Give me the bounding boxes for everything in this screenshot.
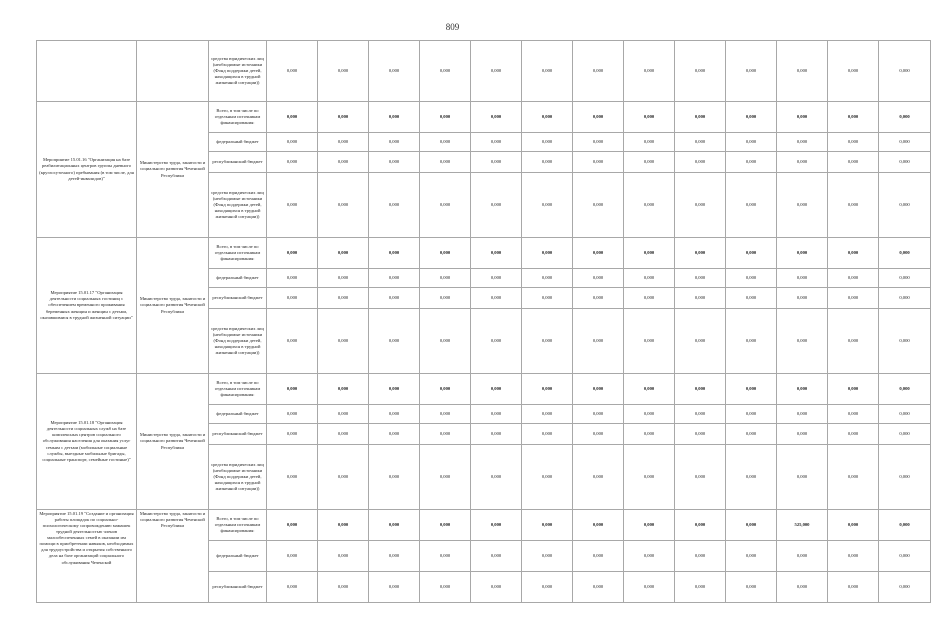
value-cell: 0,000 bbox=[471, 102, 522, 133]
value-cell: 0,000 bbox=[522, 405, 573, 424]
value-cell: 0,000 bbox=[267, 445, 318, 510]
value-cell: 0,000 bbox=[879, 445, 931, 510]
value-cell: 0,000 bbox=[675, 152, 726, 173]
source-republic: республиканский бюджет bbox=[209, 152, 267, 173]
value-cell: 0,000 bbox=[420, 405, 471, 424]
value-cell: 0,000 bbox=[828, 374, 879, 405]
value-cell: 0,000 bbox=[471, 288, 522, 309]
value-cell: 0,000 bbox=[369, 173, 420, 238]
value-cell: 0,000 bbox=[522, 541, 573, 572]
value-cell: 0,000 bbox=[573, 238, 624, 269]
value-cell: 0,000 bbox=[573, 269, 624, 288]
table-row-total bbox=[37, 102, 931, 133]
value-cell: 0,000 bbox=[420, 374, 471, 405]
value-cell: 0,000 bbox=[267, 133, 318, 152]
value-cell: 0,000 bbox=[420, 288, 471, 309]
value-cell: 0,000 bbox=[726, 572, 777, 603]
value-cell: 0,000 bbox=[369, 152, 420, 173]
value-cell: 0,000 bbox=[471, 405, 522, 424]
value-cell: 0,000 bbox=[522, 102, 573, 133]
value-cell: 0,000 bbox=[522, 374, 573, 405]
value-cell: 0,000 bbox=[318, 572, 369, 603]
value-cell: 0,000 bbox=[828, 424, 879, 445]
value-cell: 0,000 bbox=[318, 152, 369, 173]
value-cell: 0,000 bbox=[675, 405, 726, 424]
value-cell: 0,000 bbox=[522, 152, 573, 173]
value-cell: 0,000 bbox=[828, 102, 879, 133]
value-cell: 0,000 bbox=[828, 238, 879, 269]
value-cell: 0,000 bbox=[624, 133, 675, 152]
value-cell: 0,000 bbox=[879, 173, 931, 238]
value-cell: 0,000 bbox=[369, 541, 420, 572]
value-cell: 0,000 bbox=[777, 541, 828, 572]
value-cell: 0,000 bbox=[267, 510, 318, 541]
table-row-total bbox=[37, 238, 931, 269]
source-total: Всего, в том числе по отдельным источникам финансирования: bbox=[209, 374, 267, 405]
executor-cell bbox=[137, 41, 209, 102]
value-cell: 0,000 bbox=[624, 374, 675, 405]
value-cell: 0,000 bbox=[318, 41, 369, 102]
value-cell: 0,000 bbox=[726, 133, 777, 152]
value-cell: 0,000 bbox=[522, 424, 573, 445]
value-cell: 0,000 bbox=[420, 510, 471, 541]
value-cell: 0,000 bbox=[624, 309, 675, 374]
source-federal: федеральный бюджет bbox=[209, 133, 267, 152]
value-cell: 0,000 bbox=[318, 288, 369, 309]
value-cell: 0,000 bbox=[624, 510, 675, 541]
value-cell: 0,000 bbox=[675, 374, 726, 405]
value-cell: 0,000 bbox=[879, 288, 931, 309]
value-cell: 0,000 bbox=[726, 288, 777, 309]
value-cell: 0,000 bbox=[420, 572, 471, 603]
value-cell: 0,000 bbox=[267, 269, 318, 288]
value-cell: 0,000 bbox=[879, 152, 931, 173]
value-cell: 525,000 bbox=[777, 510, 828, 541]
value-cell: 0,000 bbox=[675, 238, 726, 269]
source-legal: средства юридических лиц (необходимые источники (Фонд поддержки детей, находящихся в трудной жизненной ситуации)) bbox=[209, 309, 267, 374]
value-cell: 0,000 bbox=[471, 133, 522, 152]
value-cell: 0,000 bbox=[420, 424, 471, 445]
value-cell: 0,000 bbox=[369, 445, 420, 510]
value-cell: 0,000 bbox=[420, 41, 471, 102]
value-cell: 0,000 bbox=[675, 541, 726, 572]
table-row-total bbox=[37, 510, 931, 541]
value-cell: 0,000 bbox=[624, 572, 675, 603]
value-cell: 0,000 bbox=[675, 309, 726, 374]
value-cell: 0,000 bbox=[879, 41, 931, 102]
value-cell: 0,000 bbox=[726, 424, 777, 445]
value-cell: 0,000 bbox=[267, 288, 318, 309]
value-cell: 0,000 bbox=[369, 102, 420, 133]
value-cell: 0,000 bbox=[777, 445, 828, 510]
event-cell: Мероприятие 15.01.19 "Создание и организация работы площадок по социально-психологическому сопровождению мамашек трудной деятельностью членов малообеспеченных семей в оказании им помощи в приобретении навыков, необходимых для трудоустройства и открытия собственного дела на базе организаций социального обслуживания Чеченской bbox=[37, 510, 137, 603]
value-cell: 0,000 bbox=[777, 309, 828, 374]
value-cell: 0,000 bbox=[267, 405, 318, 424]
value-cell: 0,000 bbox=[726, 41, 777, 102]
value-cell: 0,000 bbox=[828, 572, 879, 603]
value-cell: 0,000 bbox=[573, 173, 624, 238]
event-cell bbox=[37, 41, 137, 102]
value-cell: 0,000 bbox=[471, 152, 522, 173]
table-body bbox=[37, 41, 931, 603]
value-cell: 0,000 bbox=[777, 269, 828, 288]
source-total: Всего, в том числе по отдельным источникам финансирования: bbox=[209, 510, 267, 541]
value-cell: 0,000 bbox=[777, 238, 828, 269]
value-cell: 0,000 bbox=[726, 309, 777, 374]
value-cell: 0,000 bbox=[573, 133, 624, 152]
value-cell: 0,000 bbox=[318, 238, 369, 269]
value-cell: 0,000 bbox=[420, 309, 471, 374]
value-cell: 0,000 bbox=[522, 510, 573, 541]
value-cell: 0,000 bbox=[420, 173, 471, 238]
value-cell: 0,000 bbox=[624, 238, 675, 269]
value-cell: 0,000 bbox=[318, 309, 369, 374]
source-federal: федеральный бюджет bbox=[209, 269, 267, 288]
value-cell: 0,000 bbox=[267, 152, 318, 173]
value-cell: 0,000 bbox=[777, 41, 828, 102]
value-cell: 0,000 bbox=[318, 374, 369, 405]
value-cell: 0,000 bbox=[522, 445, 573, 510]
source-legal: средства юридических лиц (необходимые источники (Фонд поддержки детей, находящихся в трудной жизненной ситуации)) bbox=[209, 173, 267, 238]
value-cell: 0,000 bbox=[726, 269, 777, 288]
value-cell: 0,000 bbox=[624, 173, 675, 238]
value-cell: 0,000 bbox=[318, 445, 369, 510]
value-cell: 0,000 bbox=[522, 238, 573, 269]
value-cell: 0,000 bbox=[624, 269, 675, 288]
value-cell: 0,000 bbox=[522, 269, 573, 288]
value-cell: 0,000 bbox=[318, 424, 369, 445]
value-cell: 0,000 bbox=[573, 152, 624, 173]
value-cell: 0,000 bbox=[522, 309, 573, 374]
value-cell: 0,000 bbox=[522, 173, 573, 238]
value-cell: 0,000 bbox=[624, 405, 675, 424]
value-cell: 0,000 bbox=[777, 173, 828, 238]
value-cell: 0,000 bbox=[726, 541, 777, 572]
value-cell: 0,000 bbox=[675, 269, 726, 288]
value-cell: 0,000 bbox=[879, 269, 931, 288]
value-cell: 0,000 bbox=[573, 102, 624, 133]
budget-table bbox=[36, 40, 931, 603]
executor-cell: Министерство труда, занятости и социального развития Чеченской Республики bbox=[137, 102, 209, 238]
value-cell: 0,000 bbox=[777, 288, 828, 309]
value-cell: 0,000 bbox=[624, 541, 675, 572]
value-cell: 0,000 bbox=[420, 541, 471, 572]
value-cell: 0,000 bbox=[828, 309, 879, 374]
value-cell: 0,000 bbox=[828, 445, 879, 510]
value-cell: 0,000 bbox=[879, 374, 931, 405]
value-cell: 0,000 bbox=[471, 41, 522, 102]
executor-cell: Министерство труда, занятости и социального развития Чеченской Республики bbox=[137, 510, 209, 603]
source-total: Всего, в том числе по отдельным источникам финансирования: bbox=[209, 238, 267, 269]
value-cell: 0,000 bbox=[318, 102, 369, 133]
value-cell: 0,000 bbox=[879, 309, 931, 374]
value-cell: 0,000 bbox=[828, 41, 879, 102]
value-cell: 0,000 bbox=[267, 173, 318, 238]
value-cell: 0,000 bbox=[318, 133, 369, 152]
value-cell: 0,000 bbox=[267, 238, 318, 269]
value-cell: 0,000 bbox=[624, 445, 675, 510]
event-cell: Мероприятие 15.01.18 "Организация деятельности социальных служб на базе комплексных центров социального обслуживания населения для оказания услуг семьям с детьми (мобильные социальные службы, выездные мобильные бригады, социальные транспорт, семейные гостиные)" bbox=[37, 374, 137, 510]
value-cell: 0,000 bbox=[777, 152, 828, 173]
event-cell: Мероприятие 15.01.17 "Организация деятельности социальных гостиниц с обеспечением временного проживания беременных женщин и женщин с детьми, оказавшимися в трудной жизненной ситуации" bbox=[37, 238, 137, 374]
value-cell: 0,000 bbox=[675, 510, 726, 541]
source-total: Всего, в том числе по отдельным источникам финансирования: bbox=[209, 102, 267, 133]
value-cell: 0,000 bbox=[267, 541, 318, 572]
value-cell: 0,000 bbox=[318, 173, 369, 238]
value-cell: 0,000 bbox=[726, 374, 777, 405]
value-cell: 0,000 bbox=[267, 424, 318, 445]
value-cell: 0,000 bbox=[420, 238, 471, 269]
value-cell: 0,000 bbox=[267, 374, 318, 405]
value-cell: 0,000 bbox=[828, 133, 879, 152]
value-cell: 0,000 bbox=[471, 424, 522, 445]
value-cell: 0,000 bbox=[777, 405, 828, 424]
page-number: 809 bbox=[445, 22, 460, 32]
value-cell: 0,000 bbox=[369, 238, 420, 269]
value-cell: 0,000 bbox=[369, 374, 420, 405]
value-cell: 0,000 bbox=[675, 572, 726, 603]
value-cell: 0,000 bbox=[777, 374, 828, 405]
value-cell: 0,000 bbox=[369, 41, 420, 102]
value-cell: 0,000 bbox=[879, 238, 931, 269]
value-cell: 0,000 bbox=[777, 133, 828, 152]
value-cell: 0,000 bbox=[624, 424, 675, 445]
source-federal: федеральный бюджет bbox=[209, 541, 267, 572]
value-cell: 0,000 bbox=[369, 510, 420, 541]
value-cell: 0,000 bbox=[828, 510, 879, 541]
value-cell: 0,000 bbox=[624, 102, 675, 133]
value-cell: 0,000 bbox=[522, 288, 573, 309]
value-cell: 0,000 bbox=[675, 41, 726, 102]
value-cell: 0,000 bbox=[318, 541, 369, 572]
value-cell: 0,000 bbox=[471, 541, 522, 572]
value-cell: 0,000 bbox=[573, 41, 624, 102]
value-cell: 0,000 bbox=[369, 269, 420, 288]
source-republic: республиканский бюджет bbox=[209, 424, 267, 445]
value-cell: 0,000 bbox=[573, 405, 624, 424]
value-cell: 0,000 bbox=[675, 173, 726, 238]
value-cell: 0,000 bbox=[828, 173, 879, 238]
value-cell: 0,000 bbox=[471, 309, 522, 374]
value-cell: 0,000 bbox=[420, 445, 471, 510]
value-cell: 0,000 bbox=[726, 510, 777, 541]
value-cell: 0,000 bbox=[726, 173, 777, 238]
value-cell: 0,000 bbox=[879, 133, 931, 152]
executor-cell: Министерство труда, занятости и социального развития Чеченской Республики bbox=[137, 374, 209, 510]
value-cell: 0,000 bbox=[420, 152, 471, 173]
value-cell: 0,000 bbox=[828, 152, 879, 173]
value-cell: 0,000 bbox=[624, 288, 675, 309]
value-cell: 0,000 bbox=[573, 288, 624, 309]
value-cell: 0,000 bbox=[777, 572, 828, 603]
value-cell: 0,000 bbox=[726, 152, 777, 173]
value-cell: 0,000 bbox=[471, 510, 522, 541]
value-cell: 0,000 bbox=[573, 572, 624, 603]
value-cell: 0,000 bbox=[369, 572, 420, 603]
table-row-total bbox=[37, 374, 931, 405]
source-republic: республиканский бюджет bbox=[209, 288, 267, 309]
value-cell: 0,000 bbox=[675, 445, 726, 510]
value-cell: 0,000 bbox=[420, 269, 471, 288]
table-row bbox=[37, 41, 931, 102]
value-cell: 0,000 bbox=[318, 510, 369, 541]
value-cell: 0,000 bbox=[369, 309, 420, 374]
value-cell: 0,000 bbox=[777, 424, 828, 445]
value-cell: 0,000 bbox=[726, 445, 777, 510]
value-cell: 0,000 bbox=[777, 102, 828, 133]
value-cell: 0,000 bbox=[675, 288, 726, 309]
event-cell: Мероприятие 15.01.16 "Организация на базе реабилитационных центров группы дневного (круглосуточного) пребывания (в том числе, для детей-инвалидов)" bbox=[37, 102, 137, 238]
value-cell: 0,000 bbox=[879, 510, 931, 541]
value-cell: 0,000 bbox=[879, 405, 931, 424]
value-cell: 0,000 bbox=[471, 173, 522, 238]
value-cell: 0,000 bbox=[420, 133, 471, 152]
source-republic: республиканский бюджет bbox=[209, 572, 267, 603]
value-cell: 0,000 bbox=[471, 445, 522, 510]
value-cell: 0,000 bbox=[471, 374, 522, 405]
value-cell: 0,000 bbox=[471, 269, 522, 288]
value-cell: 0,000 bbox=[573, 309, 624, 374]
value-cell: 0,000 bbox=[369, 133, 420, 152]
executor-cell: Министерство труда, занятости и социального развития Чеченской Республики bbox=[137, 238, 209, 374]
value-cell: 0,000 bbox=[879, 572, 931, 603]
source-legal: средства юридических лиц (необходимые источники (Фонд поддержки детей, находящихся в трудной жизненной ситуации)) bbox=[209, 41, 267, 102]
value-cell: 0,000 bbox=[828, 541, 879, 572]
value-cell: 0,000 bbox=[573, 374, 624, 405]
value-cell: 0,000 bbox=[522, 133, 573, 152]
value-cell: 0,000 bbox=[828, 405, 879, 424]
value-cell: 0,000 bbox=[624, 41, 675, 102]
value-cell: 0,000 bbox=[675, 102, 726, 133]
value-cell: 0,000 bbox=[471, 238, 522, 269]
value-cell: 0,000 bbox=[573, 424, 624, 445]
value-cell: 0,000 bbox=[879, 102, 931, 133]
value-cell: 0,000 bbox=[369, 424, 420, 445]
value-cell: 0,000 bbox=[318, 269, 369, 288]
value-cell: 0,000 bbox=[267, 572, 318, 603]
value-cell: 0,000 bbox=[420, 102, 471, 133]
value-cell: 0,000 bbox=[522, 572, 573, 603]
value-cell: 0,000 bbox=[522, 41, 573, 102]
source-legal: средства юридических лиц (необходимые источники (Фонд поддержки детей, находящихся в трудной жизненной ситуации)) bbox=[209, 445, 267, 510]
value-cell: 0,000 bbox=[573, 541, 624, 572]
value-cell: 0,000 bbox=[726, 238, 777, 269]
value-cell: 0,000 bbox=[318, 405, 369, 424]
value-cell: 0,000 bbox=[675, 424, 726, 445]
value-cell: 0,000 bbox=[267, 41, 318, 102]
value-cell: 0,000 bbox=[369, 405, 420, 424]
value-cell: 0,000 bbox=[828, 269, 879, 288]
value-cell: 0,000 bbox=[726, 102, 777, 133]
value-cell: 0,000 bbox=[879, 424, 931, 445]
source-federal: федеральный бюджет bbox=[209, 405, 267, 424]
value-cell: 0,000 bbox=[573, 510, 624, 541]
value-cell: 0,000 bbox=[267, 309, 318, 374]
value-cell: 0,000 bbox=[879, 541, 931, 572]
value-cell: 0,000 bbox=[726, 405, 777, 424]
value-cell: 0,000 bbox=[369, 288, 420, 309]
value-cell: 0,000 bbox=[828, 288, 879, 309]
value-cell: 0,000 bbox=[267, 102, 318, 133]
value-cell: 0,000 bbox=[624, 152, 675, 173]
value-cell: 0,000 bbox=[675, 133, 726, 152]
value-cell: 0,000 bbox=[471, 572, 522, 603]
value-cell: 0,000 bbox=[573, 445, 624, 510]
